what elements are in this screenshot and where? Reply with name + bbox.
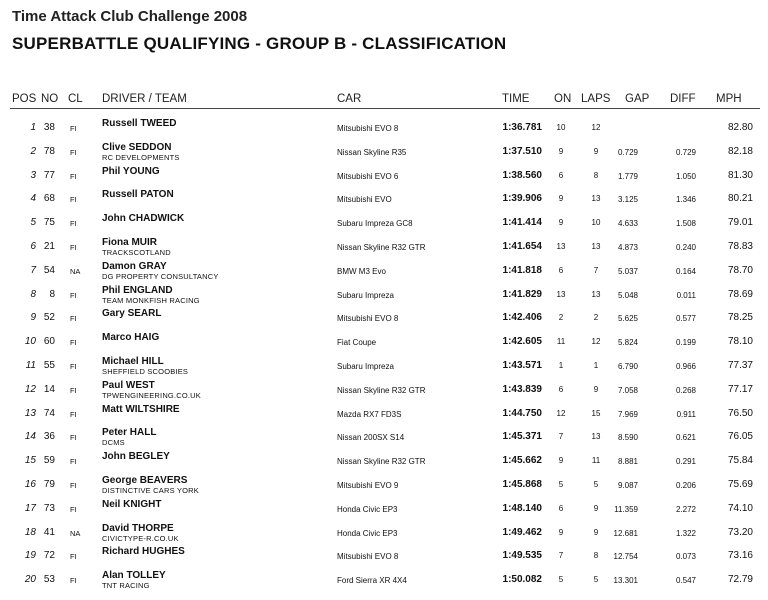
cell-time: 1:44.750 (502, 407, 542, 419)
cell-driver: Richard HUGHES (102, 546, 185, 558)
cell-time: 1:41.414 (502, 217, 542, 229)
table-row (0, 570, 768, 594)
col-header-car: CAR (337, 93, 362, 105)
cell-cl: FI (70, 219, 77, 229)
cell-no: 54 (43, 264, 55, 276)
table-row (0, 118, 768, 142)
table-row (0, 237, 768, 261)
cell-diff: 0.011 (676, 290, 696, 300)
cell-pos: 8 (30, 288, 36, 300)
cell-mph: 81.30 (727, 169, 753, 181)
table-row (0, 451, 768, 475)
cell-pos: 20 (24, 574, 36, 586)
cell-time: 1:45.371 (502, 431, 542, 443)
table-row (0, 427, 768, 451)
cell-laps: 9 (593, 384, 599, 394)
cell-mph: 75.69 (727, 479, 753, 490)
cell-pos: 10 (24, 336, 36, 348)
cell-on: 9 (558, 527, 564, 537)
cell-car: Ford Sierra XR 4X4 (337, 576, 407, 586)
cell-no: 59 (43, 455, 55, 467)
cell-on: 7 (558, 432, 564, 442)
cell-on: 6 (558, 265, 564, 275)
cell-car: BMW M3 Evo (337, 266, 386, 276)
cell-mph: 80.21 (727, 193, 753, 205)
cell-pos: 5 (30, 217, 36, 229)
cell-pos: 2 (30, 145, 36, 157)
cell-time: 1:39.906 (502, 193, 542, 205)
cell-car: Nissan Skyline R32 GTR (337, 243, 426, 252)
cell-driver: Marco HAIG (102, 332, 160, 344)
table-row (0, 356, 768, 380)
cell-mph: 79.01 (727, 217, 753, 229)
cell-time: 1:37.510 (502, 145, 542, 157)
cell-cl: FI (70, 290, 77, 300)
cell-diff: 1.050 (675, 171, 696, 181)
cell-pos: 9 (30, 312, 36, 324)
cell-pos: 18 (24, 526, 36, 538)
document-title: Time Attack Club Challenge 2008 (12, 8, 248, 25)
cell-driver: Peter HALL (102, 427, 157, 439)
cell-time: 1:45.662 (502, 455, 542, 467)
cell-driver: John CHADWICK (102, 213, 185, 225)
cell-cl: FI (70, 362, 77, 371)
cell-driver: Damon GRAY (102, 260, 167, 272)
cell-mph: 73.16 (727, 550, 753, 562)
cell-laps: 13 (591, 289, 601, 299)
cell-pos: 15 (24, 455, 36, 467)
table-row (0, 142, 768, 166)
cell-team: TNT RACING (102, 581, 150, 591)
cell-gap: 12.754 (613, 552, 638, 562)
cell-driver: John BEGLEY (102, 451, 170, 463)
cell-mph: 77.37 (727, 360, 753, 371)
cell-no: 74 (43, 407, 55, 419)
cell-car: Mitsubishi EVO (337, 195, 392, 205)
cell-laps: 13 (591, 432, 601, 442)
cell-car: Fiat Coupe (337, 338, 377, 348)
cell-laps: 7 (593, 265, 599, 275)
cell-diff: 0.729 (675, 147, 696, 157)
cell-diff: 0.206 (675, 481, 696, 490)
cell-on: 5 (558, 480, 564, 489)
cell-time: 1:38.560 (502, 169, 542, 181)
cell-time: 1:41.654 (502, 241, 542, 252)
cell-driver: Clive SEDDON (102, 141, 172, 153)
cell-cl: FI (70, 409, 77, 419)
cell-gap: 8.590 (617, 433, 638, 443)
cell-gap: 8.881 (617, 457, 638, 467)
cell-laps: 9 (593, 503, 599, 513)
cell-on: 12 (556, 408, 566, 418)
cell-driver: Russell TWEED (102, 118, 177, 129)
cell-driver: Russell PATON (102, 189, 174, 201)
cell-gap: 0.729 (617, 147, 638, 157)
cell-pos: 17 (24, 502, 36, 514)
cell-diff: 0.240 (675, 243, 696, 252)
table-row (0, 166, 768, 190)
cell-pos: 4 (30, 193, 36, 205)
cell-car: Honda Civic EP3 (337, 504, 398, 514)
cell-no: 14 (43, 383, 55, 395)
cell-mph: 78.83 (727, 241, 753, 252)
cell-laps: 11 (591, 456, 601, 466)
cell-team: DISTINCTIVE CARS YORK (102, 486, 199, 495)
cell-diff: 0.268 (675, 385, 696, 395)
cell-laps: 5 (593, 575, 599, 585)
cell-driver: Michael HILL (102, 356, 164, 367)
cell-time: 1:45.868 (502, 479, 542, 490)
cell-team: RC DEVELOPMENTS (102, 152, 180, 162)
cell-car: Subaru Impreza GC8 (337, 219, 413, 229)
cell-pos: 3 (30, 169, 36, 181)
col-header-diff: DIFF (670, 93, 696, 105)
cell-diff: 0.199 (675, 338, 696, 348)
cell-gap: 6.790 (617, 362, 638, 371)
cell-laps: 8 (593, 170, 599, 180)
table-row (0, 261, 768, 285)
table-row (0, 404, 768, 428)
cell-laps: 13 (591, 242, 601, 251)
cell-diff: 2.272 (675, 504, 696, 514)
cell-diff: 1.322 (675, 528, 696, 538)
cell-time: 1:49.462 (502, 526, 542, 538)
cell-no: 21 (43, 241, 55, 252)
cell-diff: 0.291 (675, 457, 696, 467)
cell-car: Mitsubishi EVO 8 (337, 124, 399, 133)
cell-on: 7 (558, 551, 564, 561)
cell-gap: 4.633 (617, 219, 638, 229)
cell-mph: 78.70 (727, 264, 753, 276)
cell-car: Nissan Skyline R32 GTR (337, 457, 426, 467)
cell-cl: FI (70, 433, 77, 443)
cell-cl: NA (70, 528, 81, 538)
cell-laps: 12 (591, 337, 601, 347)
cell-team: TPWENGINEERING.CO.UK (102, 390, 202, 400)
cell-mph: 78.10 (727, 336, 753, 348)
cell-no: 36 (43, 431, 55, 443)
table-row (0, 475, 768, 499)
cell-mph: 78.69 (727, 288, 753, 300)
cell-mph: 74.10 (727, 502, 753, 514)
cell-time: 1:41.829 (502, 288, 542, 300)
cell-laps: 9 (593, 527, 599, 537)
cell-on: 2 (558, 313, 564, 323)
cell-car: Mitsubishi EVO 9 (337, 481, 399, 490)
table-row (0, 499, 768, 523)
cell-no: 72 (43, 550, 55, 562)
cell-gap: 9.087 (617, 481, 638, 490)
cell-diff: 0.164 (675, 266, 696, 276)
cell-time: 1:43.839 (502, 383, 542, 395)
cell-on: 13 (556, 242, 566, 251)
table-row (0, 189, 768, 213)
cell-team: TRACKSCOTLAND (102, 248, 171, 257)
cell-diff: 0.911 (676, 409, 696, 419)
cell-no: 73 (43, 502, 55, 514)
cell-on: 9 (558, 218, 564, 228)
cell-time: 1:43.571 (502, 360, 542, 371)
cell-no: 75 (43, 217, 55, 229)
cell-mph: 82.80 (727, 122, 753, 133)
cell-mph: 73.20 (727, 526, 753, 538)
cell-car: Mitsubishi EVO 6 (337, 171, 399, 181)
cell-no: 77 (43, 169, 55, 181)
cell-laps: 1 (593, 361, 599, 370)
cell-cl: FI (70, 481, 77, 490)
cell-diff: 1.508 (675, 219, 696, 229)
cell-diff: 0.621 (675, 433, 696, 443)
cell-no: 78 (43, 145, 55, 157)
cell-driver: David THORPE (102, 522, 174, 534)
cell-driver: Paul WEST (102, 379, 155, 391)
cell-cl: FI (70, 124, 77, 133)
cell-team: CIVICTYPE-R.CO.UK (102, 533, 179, 543)
cell-car: Subaru Impreza (337, 362, 394, 371)
cell-cl: FI (70, 457, 77, 467)
col-header-on: ON (554, 93, 572, 105)
cell-laps: 13 (591, 194, 601, 204)
table-row (0, 332, 768, 356)
cell-on: 5 (558, 575, 564, 585)
cell-gap: 5.048 (617, 290, 638, 300)
cell-gap: 5.625 (617, 314, 638, 324)
cell-cl: FI (70, 504, 77, 514)
table-row (0, 308, 768, 332)
cell-mph: 75.84 (727, 455, 753, 467)
cell-no: 60 (43, 336, 55, 348)
cell-on: 9 (558, 146, 564, 156)
cell-pos: 13 (24, 407, 36, 419)
cell-time: 1:41.818 (502, 264, 542, 276)
cell-time: 1:49.535 (502, 550, 542, 562)
table-row (0, 546, 768, 570)
cell-car: Mitsubishi EVO 8 (337, 552, 399, 562)
cell-no: 38 (43, 122, 55, 133)
cell-pos: 19 (24, 550, 36, 562)
col-header-driver-team: DRIVER / TEAM (102, 93, 187, 105)
cell-laps: 2 (593, 313, 599, 323)
cell-car: Nissan 200SX S14 (337, 433, 405, 443)
cell-pos: 11 (25, 360, 36, 371)
cell-gap: 5.824 (617, 338, 638, 348)
cell-diff: 0.547 (675, 576, 696, 586)
cell-time: 1:48.140 (502, 502, 542, 514)
cell-diff: 0.966 (675, 362, 696, 371)
cell-gap: 11.359 (614, 504, 638, 514)
cell-no: 52 (43, 312, 55, 324)
cell-pos: 6 (30, 241, 36, 252)
col-header-laps: LAPS (581, 93, 611, 105)
cell-no: 41 (43, 526, 55, 538)
col-header-time: TIME (502, 93, 530, 105)
cell-diff: 1.346 (675, 195, 696, 205)
cell-on: 13 (556, 289, 566, 299)
cell-time: 1:42.406 (502, 312, 542, 324)
cell-pos: 16 (24, 479, 36, 490)
cell-gap: 4.873 (617, 243, 638, 252)
cell-cl: FI (70, 243, 77, 252)
cell-team: DG PROPERTY CONSULTANCY (102, 271, 219, 281)
cell-driver: Gary SEARL (102, 308, 162, 320)
col-header-no: NO (41, 93, 59, 105)
table-row (0, 213, 768, 237)
cell-driver: Neil KNIGHT (102, 498, 162, 510)
cell-car: Honda Civic EP3 (337, 528, 398, 538)
cell-gap: 3.125 (617, 195, 638, 205)
cell-time: 1:42.605 (502, 336, 542, 348)
header-divider (10, 108, 760, 109)
cell-on: 6 (558, 503, 564, 513)
cell-gap: 12.681 (613, 528, 638, 538)
cell-mph: 82.18 (727, 145, 753, 157)
col-header-pos: POS (12, 93, 37, 105)
cell-car: Nissan Skyline R32 GTR (337, 385, 426, 395)
cell-team: SHEFFIELD SCOOBIES (102, 367, 189, 376)
cell-time: 1:36.781 (502, 122, 542, 133)
cell-cl: FI (70, 338, 77, 348)
cell-cl: NA (70, 266, 81, 276)
cell-on: 9 (558, 194, 564, 204)
cell-time: 1:50.082 (502, 574, 542, 586)
cell-on: 10 (556, 123, 566, 132)
cell-gap: 7.058 (617, 385, 638, 395)
cell-pos: 7 (30, 264, 36, 276)
col-header-gap: GAP (625, 93, 650, 105)
cell-cl: FI (70, 314, 77, 324)
cell-on: 11 (556, 337, 566, 347)
cell-cl: FI (70, 171, 77, 181)
cell-cl: FI (70, 385, 77, 395)
cell-mph: 78.25 (727, 312, 753, 324)
cell-laps: 15 (591, 408, 601, 418)
cell-gap: 5.037 (617, 266, 638, 276)
cell-pos: 14 (24, 431, 36, 443)
cell-laps: 9 (593, 146, 599, 156)
cell-cl: FI (70, 576, 77, 586)
document-subtitle: SUPERBATTLE QUALIFYING - GROUP B - CLASSIFICATION (12, 34, 507, 53)
cell-gap: 7.969 (617, 409, 638, 419)
cell-cl: FI (70, 147, 77, 157)
table-row (0, 523, 768, 547)
cell-no: 79 (43, 479, 55, 490)
cell-gap: 13.301 (613, 576, 638, 586)
cell-car: Nissan Skyline R35 (337, 147, 407, 157)
cell-mph: 77.17 (727, 383, 753, 395)
cell-car: Mazda RX7 FD3S (337, 409, 402, 419)
cell-driver: Fiona MUIR (102, 237, 157, 248)
col-header-cl: CL (68, 93, 83, 105)
cell-mph: 76.50 (727, 407, 753, 419)
cell-driver: Phil ENGLAND (102, 284, 173, 296)
cell-cl: FI (70, 195, 77, 205)
cell-laps: 10 (591, 218, 601, 228)
cell-driver: George BEAVERS (102, 475, 188, 486)
cell-laps: 5 (593, 480, 599, 489)
cell-no: 8 (49, 288, 55, 300)
cell-laps: 12 (591, 123, 601, 132)
cell-no: 68 (43, 193, 55, 205)
cell-team: DCMS (102, 438, 125, 448)
cell-driver: Phil YOUNG (102, 165, 160, 177)
cell-laps: 8 (593, 551, 599, 561)
cell-pos: 12 (24, 383, 36, 395)
cell-driver: Alan TOLLEY (102, 570, 166, 582)
col-header-mph: MPH (716, 93, 742, 105)
cell-mph: 76.05 (727, 431, 753, 443)
table-row (0, 380, 768, 404)
cell-no: 53 (43, 574, 55, 586)
cell-gap: 1.779 (617, 171, 638, 181)
cell-diff: 0.577 (675, 314, 696, 324)
cell-driver: Matt WILTSHIRE (102, 403, 180, 415)
cell-team: TEAM MONKFISH RACING (102, 295, 200, 305)
table-row (0, 285, 768, 309)
cell-diff: 0.073 (675, 552, 696, 562)
cell-on: 1 (558, 361, 564, 370)
cell-on: 9 (558, 456, 564, 466)
cell-car: Mitsubishi EVO 8 (337, 314, 399, 324)
cell-car: Subaru Impreza (337, 290, 394, 300)
cell-pos: 1 (30, 122, 36, 133)
cell-mph: 72.79 (727, 574, 753, 586)
cell-on: 6 (558, 384, 564, 394)
cell-cl: FI (70, 552, 77, 562)
cell-on: 6 (558, 170, 564, 180)
cell-no: 55 (43, 360, 55, 371)
